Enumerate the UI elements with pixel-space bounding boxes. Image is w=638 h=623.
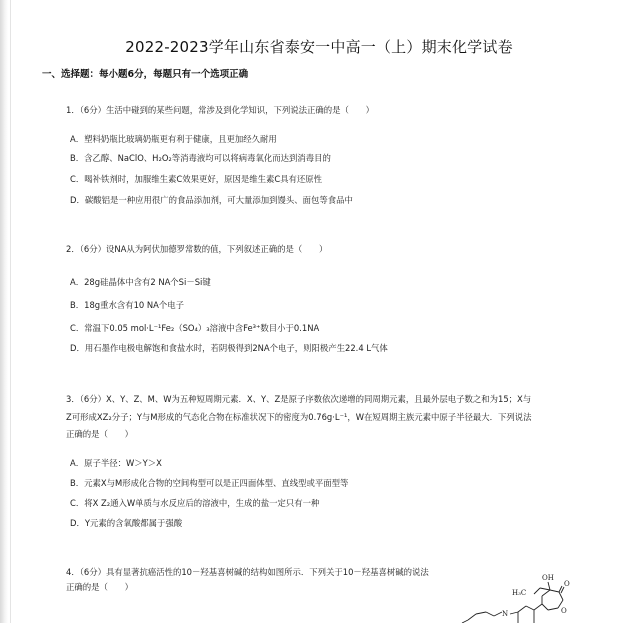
question-1-stem: 1．（6分）生活中碰到的某些问题，常涉及到化学知识，下列说法正确的是（ ）: [66, 105, 374, 115]
question-3-stem-line-2: Z可形成XZ₂分子；Y与M形成的气态化合物在标准状况下的密度为0.76g·L⁻¹，W在短周期主族元素中原子半径最大．下列说法: [66, 412, 532, 422]
question-4-stem-line-1: 4．（6分）具有显著抗癌活性的10－羟基喜树碱的结构如图所示．下列关于10－羟基喜树碱的说法: [66, 567, 429, 577]
document-title: 2022-2023学年山东省泰安一中高一（上）期末化学试卷: [125, 38, 513, 56]
question-3-stem-line-3: 正确的是（ ）: [66, 429, 133, 439]
mol-label-oh: OH: [542, 574, 554, 582]
question-1-option-b: B．含乙醇、NaClO、H₂O₂等消毒液均可以将病毒氧化而达到消毒目的: [70, 153, 331, 163]
question-1-option-c: C．喝补铁剂时，加服维生素C效果更好，原因是维生素C具有还原性: [70, 174, 323, 184]
mol-label-ring-o: O: [561, 607, 567, 615]
question-3-option-b: B．元素X与M形成化合物的空间构型可以是正四面体型、直线型或平面型等: [70, 478, 349, 488]
question-2-option-c: C．常温下0.05 mol·L⁻¹Fe₂（SO₄）₃溶液中含Fe³⁺数目小于0.1NA: [70, 323, 320, 333]
section-heading: 一、选择题：每小题6分，每题只有一个选项正确: [42, 69, 249, 80]
question-2-stem: 2．（6分）设NA从为阿伏加德罗常数的值，下列叙述正确的是（ ）: [66, 244, 328, 254]
mol-label-n: N: [502, 610, 509, 618]
page-edge-line: [10, 0, 11, 623]
question-4-stem-line-2: 正确的是（ ）: [66, 582, 133, 592]
question-3-stem-line-1: 3．（6分）X、Y、Z、M、W为五种短周期元素．X、Y、Z是原子序数依次递增的同周期元素，且最外层电子数之和为15；X与: [66, 394, 532, 404]
question-3-option-d: D．Y元素的含氧酸都属于强酸: [70, 518, 183, 528]
question-2-option-b: B．18g重水含有10 NA个电子: [70, 300, 185, 310]
question-2-option-a: A．28g硅晶体中含有2 NA个Si－Si键: [70, 277, 211, 287]
question-3-option-c: C．将X Z₂通入W单质与水反应后的溶液中，生成的盐一定只有一种: [70, 498, 320, 508]
mol-label-methyl: H₃C: [512, 589, 527, 597]
question-1-option-a: A．塑料奶瓶比玻璃奶瓶更有利于健康，且更加经久耐用: [70, 134, 277, 144]
molecule-structure-figure: [458, 568, 588, 623]
question-3-option-a: A．原子半径：W＞Y＞X: [70, 458, 162, 468]
mol-label-carbonyl-o: O: [564, 580, 570, 588]
page-edge-shadow: [0, 0, 8, 623]
question-2-option-d: D．用石墨作电极电解饱和食盐水时，若阴极得到2NA个电子，则阳极产生22.4 L气体: [70, 343, 388, 353]
question-1-option-d: D．碳酸铝是一种应用很广的食品添加剂，可大量添加到馒头、面包等食品中: [70, 195, 353, 205]
